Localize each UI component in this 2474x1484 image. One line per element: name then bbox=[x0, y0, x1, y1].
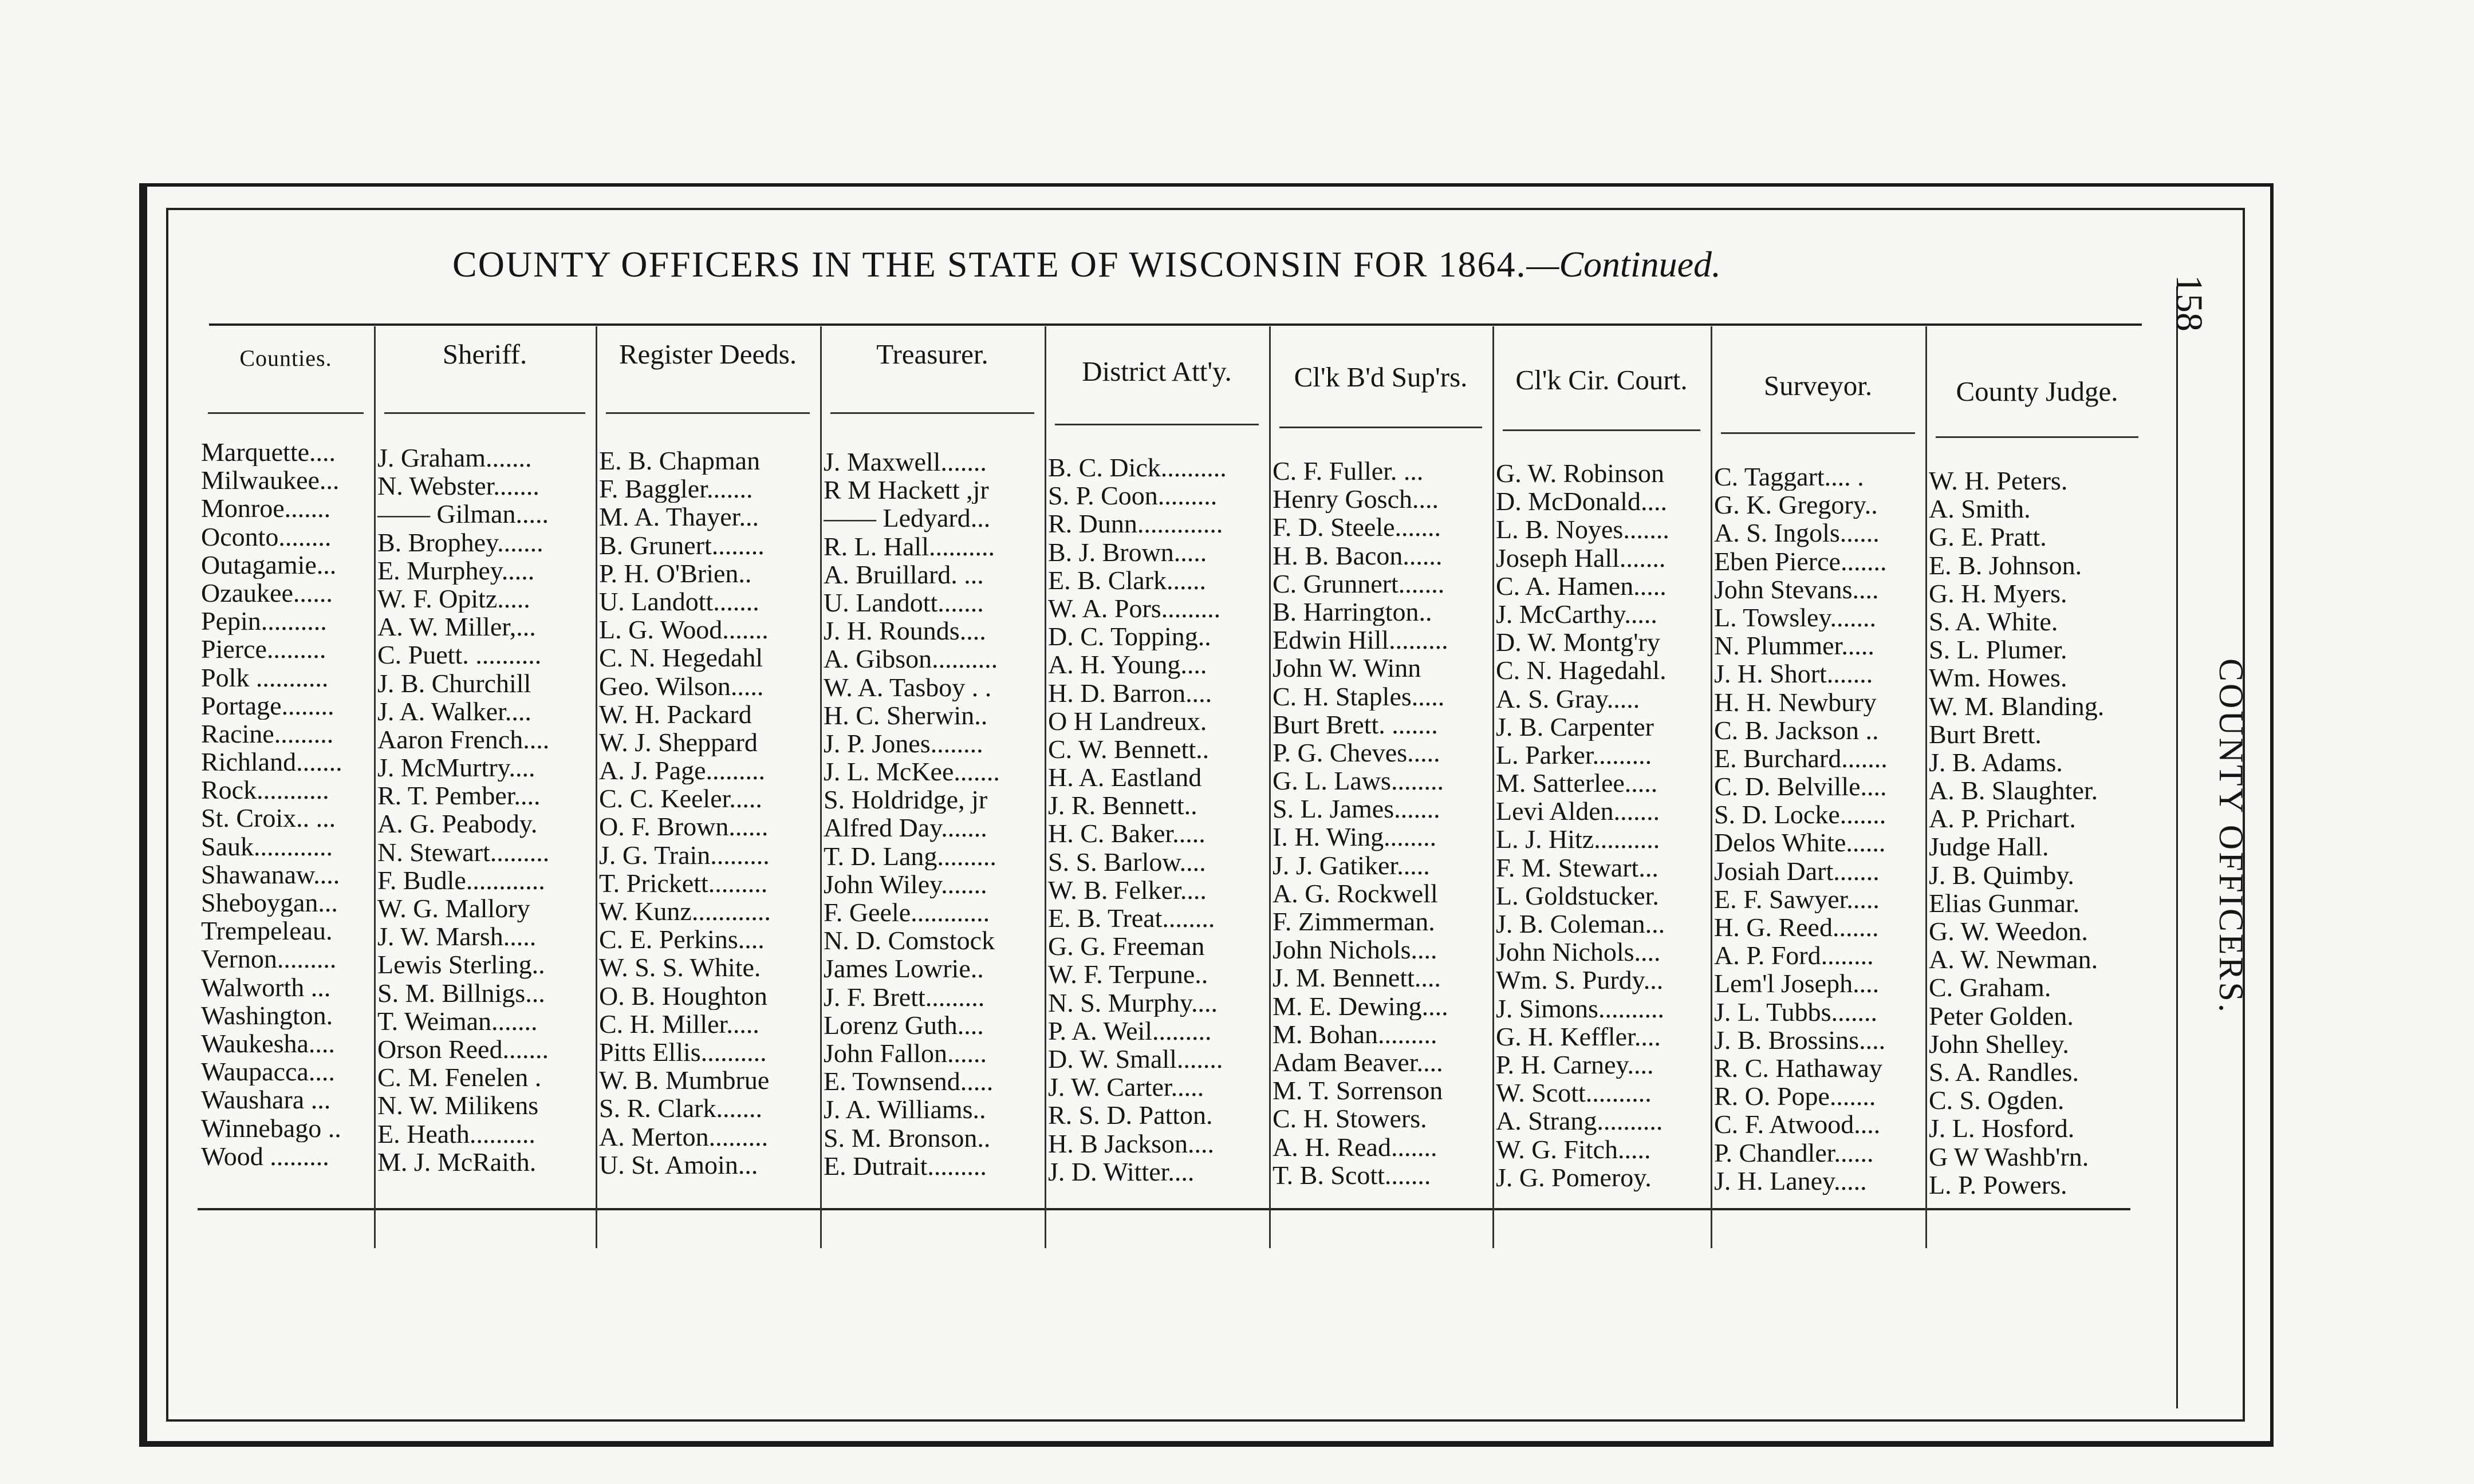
table-cell: J. W. Marsh..... bbox=[377, 922, 537, 951]
table-cell: N. Webster....... bbox=[377, 472, 539, 500]
table-cell: C. E. Perkins.... bbox=[599, 925, 765, 954]
table-cell: J. Maxwell....... bbox=[824, 448, 987, 476]
table-cell: A. P. Ford........ bbox=[1714, 941, 1874, 970]
table-cell: C. B. Jackson .. bbox=[1714, 716, 1879, 744]
table-cell: E. F. Sawyer..... bbox=[1714, 885, 1880, 913]
side-heading: COUNTY OFFICERS. bbox=[2212, 658, 2250, 1015]
table-cell: S. A. White. bbox=[1929, 607, 2058, 636]
margin-rule bbox=[2176, 286, 2178, 1408]
table-cell: N. W. Milikens bbox=[377, 1091, 539, 1120]
page-title bbox=[452, 243, 1721, 286]
table-cell: P. Chandler...... bbox=[1714, 1138, 1874, 1167]
table-cell: C. H. Miller..... bbox=[599, 1009, 759, 1038]
table-cell: H. G. Reed....... bbox=[1714, 913, 1879, 942]
table-cell: R. L. Hall.......... bbox=[824, 532, 995, 561]
table-cell: J. M. Bennett.... bbox=[1273, 964, 1441, 992]
table-cell: Lewis Sterling.. bbox=[377, 950, 545, 979]
table-cell: Pitts Ellis.......... bbox=[599, 1037, 767, 1067]
table-cell: S. D. Locke....... bbox=[1714, 800, 1886, 829]
table-cell: A. Strang.......... bbox=[1496, 1107, 1663, 1135]
table-cell: F. Budle............ bbox=[377, 866, 545, 894]
table-cell: M. Satterlee..... bbox=[1496, 769, 1658, 798]
table-cell: Wm. S. Purdy... bbox=[1496, 966, 1664, 994]
column-district-atty bbox=[1045, 326, 1271, 1248]
table-cell: John Fallon...... bbox=[824, 1039, 987, 1068]
table-cell: A. H. Read....... bbox=[1273, 1132, 1437, 1161]
table-cell: Richland....... bbox=[201, 748, 342, 776]
table-cell: B. J. Brown..... bbox=[1048, 538, 1207, 566]
table-cell: T. Prickett......... bbox=[599, 869, 768, 897]
table-cell: Judge Hall. bbox=[1929, 832, 2049, 861]
table-cell: T. B. Scott....... bbox=[1273, 1161, 1431, 1189]
table-cell: C. H. Stowers. bbox=[1273, 1104, 1427, 1133]
table-cell: F. Zimmerman. bbox=[1273, 907, 1435, 936]
table-cell: N. S. Murphy.... bbox=[1048, 988, 1218, 1017]
table-cell: Edwin Hill......... bbox=[1273, 626, 1448, 654]
table-cell: S. R. Clark....... bbox=[599, 1094, 762, 1123]
column-counties bbox=[198, 326, 376, 1248]
table-cell: C. Grunnert....... bbox=[1273, 569, 1445, 598]
table-cell: Wm. Howes. bbox=[1929, 664, 2067, 692]
table-cell: G. W. Weedon. bbox=[1929, 917, 2088, 946]
table-cell: H. H. Newbury bbox=[1714, 688, 1877, 716]
table-cell: J. B. Adams. bbox=[1929, 748, 2063, 777]
table-cell: John Stevans.... bbox=[1714, 575, 1879, 603]
table-cell: J. A. Walker.... bbox=[377, 697, 531, 725]
table-cell: U. St. Amoin... bbox=[599, 1150, 758, 1179]
table-cell: A. S. Gray..... bbox=[1496, 684, 1640, 713]
table-cell: M. J. McRaith. bbox=[377, 1147, 537, 1176]
header-rule bbox=[606, 412, 810, 414]
table-cell: Marquette.... bbox=[201, 438, 336, 467]
table-cell: J. G. Pomeroy. bbox=[1496, 1163, 1652, 1191]
header-rule bbox=[1503, 429, 1700, 431]
table-cell: J. H. Laney..... bbox=[1714, 1166, 1867, 1195]
column-header: District Att'y. bbox=[1082, 356, 1232, 387]
table-cell: J. H. Short....... bbox=[1714, 660, 1873, 688]
table-cell: J. L. McKee....... bbox=[824, 757, 1000, 786]
table-cell: Levi Alden....... bbox=[1496, 797, 1660, 826]
table-cell: F. M. Stewart... bbox=[1496, 853, 1658, 882]
table-cell: W. M. Blanding. bbox=[1929, 692, 2105, 720]
column-cells bbox=[599, 447, 818, 1179]
table-cell: A. G. Peabody. bbox=[377, 810, 538, 838]
table-cell: D. McDonald.... bbox=[1496, 487, 1667, 516]
table-cell: Burt Brett. bbox=[1929, 720, 2042, 748]
column-cells bbox=[1496, 459, 1708, 1191]
table-cell: A. Merton......... bbox=[599, 1122, 769, 1151]
column-header: Sheriff. bbox=[442, 338, 527, 370]
table-cell: S. A. Randles. bbox=[1929, 1057, 2079, 1087]
table-cell: P. H. O'Brien.. bbox=[599, 559, 752, 587]
column-header: Treasurer. bbox=[876, 338, 988, 370]
table-cell: F. D. Steele....... bbox=[1273, 513, 1441, 542]
table-cell: Sheboygan... bbox=[201, 889, 338, 917]
table-cell: W. G. Fitch..... bbox=[1496, 1135, 1651, 1163]
table-cell: Ozaukee...... bbox=[201, 578, 333, 607]
table-cell: S. M. Billnigs... bbox=[377, 978, 545, 1007]
table-cell: Polk ........... bbox=[201, 663, 329, 692]
table-cell: L. Goldstucker. bbox=[1496, 881, 1659, 910]
table-cell: C. A. Hamen..... bbox=[1496, 571, 1667, 600]
table-cell: Monroe....... bbox=[201, 494, 331, 523]
table-cell: G. E. Pratt. bbox=[1929, 523, 2047, 551]
table-cell: E. Dutrait......... bbox=[824, 1151, 987, 1180]
table-cell: I. H. Wing........ bbox=[1273, 823, 1437, 851]
table-cell: Wood ......... bbox=[201, 1142, 329, 1170]
table-cell: S. M. Bronson.. bbox=[824, 1123, 991, 1152]
table-cell: R. S. D. Patton. bbox=[1048, 1101, 1213, 1130]
table-cell: Winnebago .. bbox=[201, 1114, 341, 1142]
table-cell: F. Geele............ bbox=[824, 898, 990, 927]
table-cell: W. A. Tasboy . . bbox=[824, 673, 992, 701]
table-cell: P. A. Weil......... bbox=[1048, 1016, 1212, 1045]
table-cell: S. L. James....... bbox=[1273, 795, 1440, 823]
table-cell: R. C. Hathaway bbox=[1714, 1053, 1882, 1083]
table-cell: G W Washb'rn. bbox=[1929, 1142, 2089, 1171]
table-cell: W. S. S. White. bbox=[599, 953, 761, 982]
table-cell: S. L. Plumer. bbox=[1929, 636, 2067, 664]
table-cell: B. Grunert........ bbox=[599, 531, 765, 559]
table-cell: Rock........... bbox=[201, 776, 329, 804]
table-cell: F. Baggler....... bbox=[599, 475, 753, 503]
table-cell: E. B. Treat........ bbox=[1048, 904, 1215, 933]
table-cell: C. F. Atwood.... bbox=[1714, 1110, 1881, 1139]
table-cell: Oconto........ bbox=[201, 522, 332, 551]
table-cell: John W. Winn bbox=[1273, 654, 1421, 682]
table-cell: C. M. Fenelen . bbox=[377, 1063, 542, 1092]
table-cell: Walworth ... bbox=[201, 973, 331, 1001]
table-cell: J. B. Quimby. bbox=[1929, 861, 2074, 889]
table-cell: G. W. Robinson bbox=[1496, 459, 1664, 488]
column-cells bbox=[201, 438, 372, 1170]
table-cell: Henry Gosch.... bbox=[1273, 485, 1439, 514]
column-clerk-board-supervisors bbox=[1269, 326, 1494, 1248]
table-cell: W. G. Mallory bbox=[377, 894, 530, 923]
table-cell: P. H. Carney.... bbox=[1496, 1050, 1654, 1079]
title-continued: —Continued. bbox=[1526, 244, 1721, 285]
table-cell: H. C. Sherwin.. bbox=[824, 701, 988, 729]
header-rule bbox=[830, 412, 1034, 414]
title-text: COUNTY OFFICERS IN THE STATE OF WISCONSIN FOR 1864. bbox=[452, 244, 1527, 285]
header-rule bbox=[1936, 436, 2138, 438]
table-cell: Elias Gunmar. bbox=[1929, 889, 2080, 917]
table-cell: Waushara ... bbox=[201, 1086, 331, 1114]
table-cell: E. Townsend..... bbox=[824, 1067, 994, 1096]
table-cell: S. S. Barlow.... bbox=[1048, 847, 1206, 876]
table-cell: C. F. Fuller. ... bbox=[1273, 457, 1424, 486]
table-cell: S. Holdridge, jr bbox=[824, 786, 988, 814]
table-cell: W. B. Felker.... bbox=[1048, 875, 1207, 904]
table-cell: Aaron French.... bbox=[377, 725, 550, 754]
table-cell: L. G. Wood....... bbox=[599, 615, 769, 644]
table-cell: W. B. Mumbrue bbox=[599, 1066, 770, 1095]
header-rule bbox=[1279, 427, 1482, 428]
table-cell: A. Gibson.......... bbox=[824, 645, 998, 673]
table-cell: —— Ledyard... bbox=[824, 504, 991, 532]
table-top-rule bbox=[209, 323, 2142, 326]
table-cell: J. D. Witter.... bbox=[1048, 1157, 1195, 1186]
table-cell: Orson Reed....... bbox=[377, 1035, 549, 1064]
table-cell: John Nichols.... bbox=[1273, 936, 1437, 964]
column-cells bbox=[1714, 463, 1923, 1195]
table-cell: N. Plummer..... bbox=[1714, 632, 1874, 660]
table-cell: Outagamie... bbox=[201, 550, 337, 579]
header-rule bbox=[1055, 424, 1259, 425]
table-cell: St. Croix.. ... bbox=[201, 804, 336, 832]
table-cell: —— Gilman..... bbox=[377, 500, 549, 528]
table-cell: Lem'l Joseph.... bbox=[1714, 969, 1880, 998]
table-cell: L. B. Noyes....... bbox=[1496, 515, 1669, 544]
column-cells bbox=[377, 444, 593, 1176]
table-cell: James Lowrie.. bbox=[824, 954, 984, 983]
column-header: County Judge. bbox=[1956, 376, 2118, 407]
column-register-deeds bbox=[596, 326, 822, 1248]
table-cell: J. McCarthy..... bbox=[1496, 599, 1657, 629]
table-cell: Racine......... bbox=[201, 719, 334, 748]
table-cell: R. T. Pember.... bbox=[377, 782, 541, 810]
table-cell: J. B. Coleman... bbox=[1496, 910, 1665, 938]
table-cell: D. C. Topping.. bbox=[1048, 622, 1211, 651]
table-cell: J. B. Carpenter bbox=[1496, 712, 1654, 741]
table-cell: A. H. Young.... bbox=[1048, 650, 1207, 679]
table-cell: Milwaukee... bbox=[201, 466, 340, 495]
table-cell: C. D. Belville.... bbox=[1714, 772, 1887, 801]
table-cell: T. D. Lang......... bbox=[824, 842, 996, 870]
table-cell: G. L. Laws........ bbox=[1273, 767, 1444, 795]
table-cell: J. G. Train......... bbox=[599, 840, 770, 869]
table-cell: Washington. bbox=[201, 1001, 333, 1029]
table-cell: J. B. Brossins.... bbox=[1714, 1025, 1886, 1054]
table-cell: J. Graham....... bbox=[377, 444, 532, 472]
table-cell: L. J. Hitz.......... bbox=[1496, 825, 1660, 854]
table-cell: R M Hackett ,jr bbox=[824, 476, 989, 504]
table-cell: A. Smith. bbox=[1929, 495, 2031, 523]
column-sheriff bbox=[374, 326, 597, 1248]
table-cell: W. J. Sheppard bbox=[599, 728, 758, 757]
table-cell: R. O. Pope....... bbox=[1714, 1082, 1876, 1111]
table-cell: A. Bruillard. ... bbox=[824, 560, 984, 589]
table-cell: M. E. Dewing.... bbox=[1273, 992, 1448, 1020]
table-cell: C. S. Ogden. bbox=[1929, 1086, 2065, 1115]
table-cell: Sauk............ bbox=[201, 832, 333, 861]
table-cell: C. N. Hagedahl. bbox=[1496, 656, 1667, 685]
table-cell: N. D. Comstock bbox=[824, 926, 995, 955]
table-cell: O. F. Brown...... bbox=[599, 812, 769, 841]
table-cell: Delos White...... bbox=[1714, 828, 1886, 857]
table-cell: W. H. Peters. bbox=[1929, 467, 2068, 495]
table-cell: O. B. Houghton bbox=[599, 981, 767, 1010]
table-cell: A. S. Ingols...... bbox=[1714, 519, 1880, 547]
table-cell: H. B Jackson.... bbox=[1048, 1129, 1215, 1158]
table-cell: Portage........ bbox=[201, 691, 334, 720]
column-treasurer bbox=[820, 326, 1046, 1248]
table-cell: G. K. Gregory.. bbox=[1714, 491, 1878, 519]
header-rule bbox=[208, 412, 364, 414]
table-cell: J. A. Williams.. bbox=[824, 1095, 986, 1124]
column-clerk-circuit-court bbox=[1492, 326, 1712, 1248]
table-cell: Trempeleau. bbox=[201, 917, 333, 945]
table-cell: G. G. Freeman bbox=[1048, 932, 1205, 961]
table-cell: H. A. Eastland bbox=[1048, 763, 1202, 792]
table-cell: T. Weiman....... bbox=[377, 1007, 538, 1035]
table-cell: C. N. Hegedahl bbox=[599, 644, 763, 672]
table-cell: J. P. Jones........ bbox=[824, 729, 983, 758]
table-cell: E. B. Clark...... bbox=[1048, 566, 1206, 594]
page-number: 158 bbox=[2168, 275, 2210, 331]
table-cell: C. H. Staples..... bbox=[1273, 682, 1445, 711]
table-cell: Pepin.......... bbox=[201, 607, 327, 636]
table-cell: C. Graham. bbox=[1929, 973, 2051, 1002]
header-rule bbox=[384, 412, 585, 414]
table-cell: L. Parker......... bbox=[1496, 740, 1652, 769]
table-cell: N. Stewart......... bbox=[377, 838, 550, 866]
column-header: Cl'k B'd Sup'rs. bbox=[1294, 361, 1468, 393]
table-cell: H. B. Bacon...... bbox=[1273, 541, 1443, 570]
column-surveyor bbox=[1711, 326, 1927, 1248]
table-cell: B. C. Dick.......... bbox=[1048, 453, 1227, 482]
table-cell: J. Simons.......... bbox=[1496, 994, 1664, 1023]
table-cell: John Wiley....... bbox=[824, 870, 987, 898]
table-cell: B. Harrington.. bbox=[1273, 597, 1432, 626]
column-cells bbox=[1273, 457, 1490, 1189]
table-cell: Lorenz Guth.... bbox=[824, 1011, 984, 1039]
column-cells bbox=[1048, 453, 1267, 1186]
table-cell: J. L. Tubbs....... bbox=[1714, 997, 1878, 1026]
header-rule bbox=[1721, 432, 1915, 434]
table-cell: E. Heath.......... bbox=[377, 1119, 535, 1148]
table-cell: E. B. Johnson. bbox=[1929, 551, 2082, 579]
table-cell: B. Brophey....... bbox=[377, 528, 543, 556]
table-cell: E. Murphey..... bbox=[377, 556, 535, 585]
table-cell: Josiah Dart....... bbox=[1714, 857, 1880, 885]
table-cell: W. A. Pors......... bbox=[1048, 594, 1221, 623]
table-cell: E. Burchard....... bbox=[1714, 744, 1888, 773]
table-cell: P. G. Cheves..... bbox=[1273, 738, 1440, 767]
table-cell: John Nichols.... bbox=[1496, 938, 1661, 966]
table-cell: W. Scott.......... bbox=[1496, 1079, 1652, 1107]
table-cell: C. C. Keeler..... bbox=[599, 784, 762, 813]
table-cell: M. A. Thayer... bbox=[599, 503, 759, 531]
table-cell: H. D. Barron.... bbox=[1048, 678, 1212, 707]
table-cell: U. Landott....... bbox=[824, 588, 984, 617]
table-cell: J. B. Churchill bbox=[377, 669, 531, 697]
table-cell: W. Kunz............ bbox=[599, 897, 771, 926]
table-cell: Waukesha.... bbox=[201, 1029, 335, 1058]
table-cell: J. W. Carter..... bbox=[1048, 1073, 1204, 1102]
table-cell: C. W. Bennett.. bbox=[1048, 735, 1210, 764]
column-cells bbox=[824, 448, 1042, 1180]
table-cell: A. G. Rockwell bbox=[1273, 879, 1438, 907]
table-cell: J. McMurtry.... bbox=[377, 753, 535, 782]
table-cell: U. Landott....... bbox=[599, 587, 759, 616]
table-cell: Eben Pierce....... bbox=[1714, 547, 1887, 575]
table-cell: Geo. Wilson..... bbox=[599, 672, 764, 700]
table-cell: A. P. Prichart. bbox=[1929, 804, 2076, 833]
table-cell: Vernon......... bbox=[201, 945, 337, 973]
table-cell: John Shelley. bbox=[1929, 1029, 2069, 1058]
table-cell: A. W. Newman. bbox=[1929, 945, 2098, 974]
table-cell: W. F. Opitz..... bbox=[377, 584, 530, 613]
table-cell: J. L. Hosford. bbox=[1929, 1114, 2075, 1143]
column-header: Surveyor. bbox=[1763, 370, 1873, 401]
table-cell: M. T. Sorrenson bbox=[1273, 1076, 1443, 1105]
table-cell: D. W. Montg'ry bbox=[1496, 628, 1660, 657]
table-cell: Waupacca.... bbox=[201, 1057, 335, 1086]
table-cell: J. F. Brett......... bbox=[824, 982, 985, 1011]
table-cell: G. H. Keffler.... bbox=[1496, 1022, 1661, 1051]
table-cell: R. Dunn............. bbox=[1048, 510, 1223, 538]
table-cell: W. H. Packard bbox=[599, 700, 752, 728]
table-cell: Pierce......... bbox=[201, 635, 326, 664]
table-cell: J. H. Rounds.... bbox=[824, 617, 986, 645]
table-cell: D. W. Small....... bbox=[1048, 1044, 1223, 1073]
table-cell: J. J. Gatiker..... bbox=[1273, 851, 1430, 879]
column-header: Cl'k Cir. Court. bbox=[1515, 364, 1688, 396]
table-cell: G. H. Myers. bbox=[1929, 579, 2067, 607]
column-county-judge bbox=[1925, 326, 2149, 1248]
table-cell: H. C. Baker..... bbox=[1048, 819, 1206, 848]
table-cell: Shawanaw.... bbox=[201, 860, 340, 889]
table-cell: J. R. Bennett.. bbox=[1048, 791, 1197, 820]
table-cell: A. J. Page......... bbox=[599, 756, 766, 785]
column-cells bbox=[1929, 467, 2146, 1199]
column-header: Counties. bbox=[239, 345, 332, 371]
table-cell: M. Bohan......... bbox=[1273, 1020, 1437, 1048]
table-cell: A. B. Slaughter. bbox=[1929, 776, 2098, 805]
table-cell: Adam Beaver.... bbox=[1273, 1048, 1443, 1077]
table-cell: S. P. Coon......... bbox=[1048, 481, 1218, 510]
table-cell: E. B. Chapman bbox=[599, 447, 761, 475]
table-cell: Joseph Hall....... bbox=[1496, 543, 1666, 572]
table-cell: L. P. Powers. bbox=[1929, 1170, 2067, 1199]
table-cell: Peter Golden. bbox=[1929, 1001, 2074, 1030]
table-cell: L. Towsley....... bbox=[1714, 603, 1876, 632]
table-cell: A. W. Miller,... bbox=[377, 613, 536, 641]
table-cell: W. F. Terpune.. bbox=[1048, 960, 1208, 989]
table-cell: Burt Brett. ....... bbox=[1273, 710, 1438, 739]
table-cell: C. Puett. .......... bbox=[377, 641, 542, 669]
table-cell: C. Taggart.... . bbox=[1714, 463, 1864, 491]
table-cell: Alfred Day....... bbox=[824, 814, 987, 842]
table-cell: O H Landreux. bbox=[1048, 707, 1207, 735]
column-header: Register Deeds. bbox=[618, 338, 797, 370]
